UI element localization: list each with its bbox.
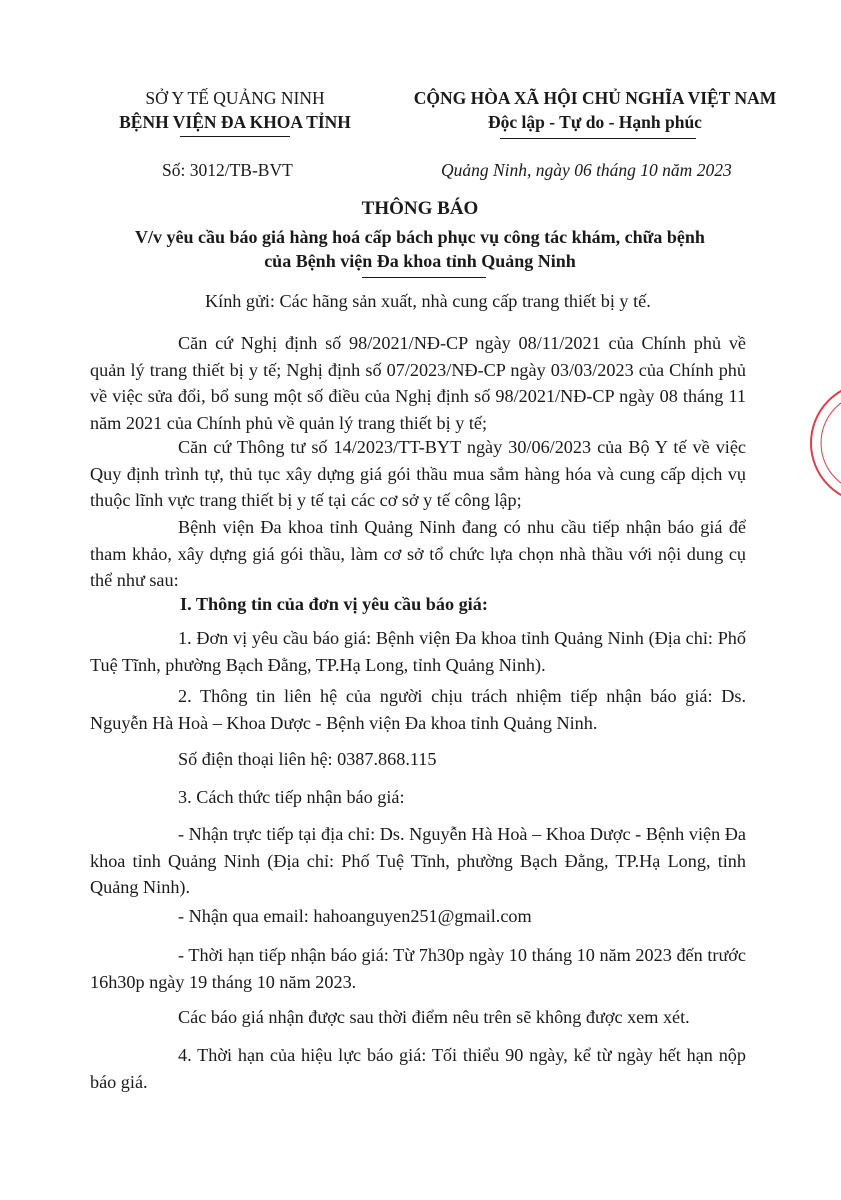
email-submission: - Nhận qua email: hahoanguyen251@gmail.com [178, 906, 532, 926]
subject-line-2: của Bệnh viện Đa khoa tỉnh Quảng Ninh [264, 251, 576, 271]
contact-person: 2. Thông tin liên hệ của người chịu trách nhiệm tiếp nhận báo giá: Ds. Nguyễn Hà Hoà – Khoa Dược - Bệnh viện Đa khoa tỉnh Quảng Ninh. [90, 686, 746, 733]
national-motto-block [395, 86, 795, 134]
document-number: Số: 3012/TB-BVT [162, 160, 293, 180]
notice-subject [80, 225, 760, 273]
issuer-underline [180, 136, 290, 137]
submission-deadline: - Thời hạn tiếp nhận báo giá: Từ 7h30p ngày 10 tháng 10 năm 2023 đến trước 16h30p ngày 19 tháng 10 năm 2023. [90, 945, 746, 992]
stamp-outer-ring [811, 383, 841, 503]
stamp-inner-ring [821, 393, 841, 493]
national-name: CỘNG HÒA XÃ HỘI CHỦ NGHĨA VIỆT NAM [413, 88, 777, 108]
contact-phone: Số điện thoại liên hệ: 0387.868.115 [178, 749, 437, 769]
place-and-date: Quảng Ninh, ngày 06 tháng 10 năm 2023 [441, 160, 732, 180]
receiving-method-heading: 3. Cách thức tiếp nhận báo giá: [178, 787, 405, 807]
issuer-department: SỞ Y TẾ QUẢNG NINH [145, 88, 325, 108]
legal-basis-decree: Căn cứ Nghị định số 98/2021/NĐ-CP ngày 08/11/2021 của Chính phủ về quản lý trang thiết bị y tế; Nghị định số 07/2023/NĐ-CP ngày 03/03/2023 của Chính phủ về việc sửa đổi, bổ sung một số điều của Nghị định số 98/2021/NĐ-CP ngày 08 tháng 11 năm 2021 của Chính phủ về quản lý trang thiết bị y tế; [90, 333, 746, 433]
issuer-hospital: BỆNH VIỆN ĐA KHOA TỈNH [119, 112, 351, 132]
legal-basis-circular: Căn cứ Thông tư số 14/2023/TT-BYT ngày 30/06/2023 của Bộ Y tế về việc Quy định trình tự, thủ tục xây dựng giá gói thầu mua sắm hàng hóa và cung cấp dịch vụ thuộc lĩnh vực trang thiết bị y tế tại các cơ sở y tế công lập; [90, 437, 746, 510]
national-motto: Độc lập - Tự do - Hạnh phúc [488, 112, 702, 132]
recipient-line: Kính gửi: Các hãng sản xuất, nhà cung cấp trang thiết bị y tế. [205, 291, 651, 311]
subject-underline [362, 277, 486, 278]
direct-submission: - Nhận trực tiếp tại địa chỉ: Ds. Nguyễn Hà Hoà – Khoa Dược - Bệnh viện Đa khoa tỉnh Quảng Ninh (Địa chỉ: Phố Tuệ Tĩnh, phường Bạch Đằng, TP.Hạ Long, tỉnh Quảng Ninh). [90, 824, 746, 897]
motto-underline [500, 138, 696, 139]
notice-title: THÔNG BÁO [361, 198, 479, 219]
request-purpose: Bệnh viện Đa khoa tỉnh Quảng Ninh đang có nhu cầu tiếp nhận báo giá để tham khảo, xây dựng giá gói thầu, làm cơ sở tổ chức lựa chọn nhà thầu với nội dung cụ thể như sau: [90, 517, 746, 590]
issuer-block [100, 86, 370, 134]
quote-validity: 4. Thời hạn của hiệu lực báo giá: Tối thiểu 90 ngày, kể từ ngày hết hạn nộp báo giá. [90, 1045, 746, 1092]
late-submission-note: Các báo giá nhận được sau thời điểm nêu trên sẽ không được xem xét. [178, 1007, 690, 1027]
section-1-heading: I. Thông tin của đơn vị yêu cầu báo giá: [180, 594, 488, 614]
official-stamp [801, 378, 841, 508]
subject-line-1: V/v yêu cầu báo giá hàng hoá cấp bách phục vụ công tác khám, chữa bệnh [135, 227, 705, 247]
requesting-unit: 1. Đơn vị yêu cầu báo giá: Bệnh viện Đa khoa tỉnh Quảng Ninh (Địa chỉ: Phố Tuệ Tĩnh, phường Bạch Đằng, TP.Hạ Long, tỉnh Quảng Ninh). [90, 628, 746, 675]
